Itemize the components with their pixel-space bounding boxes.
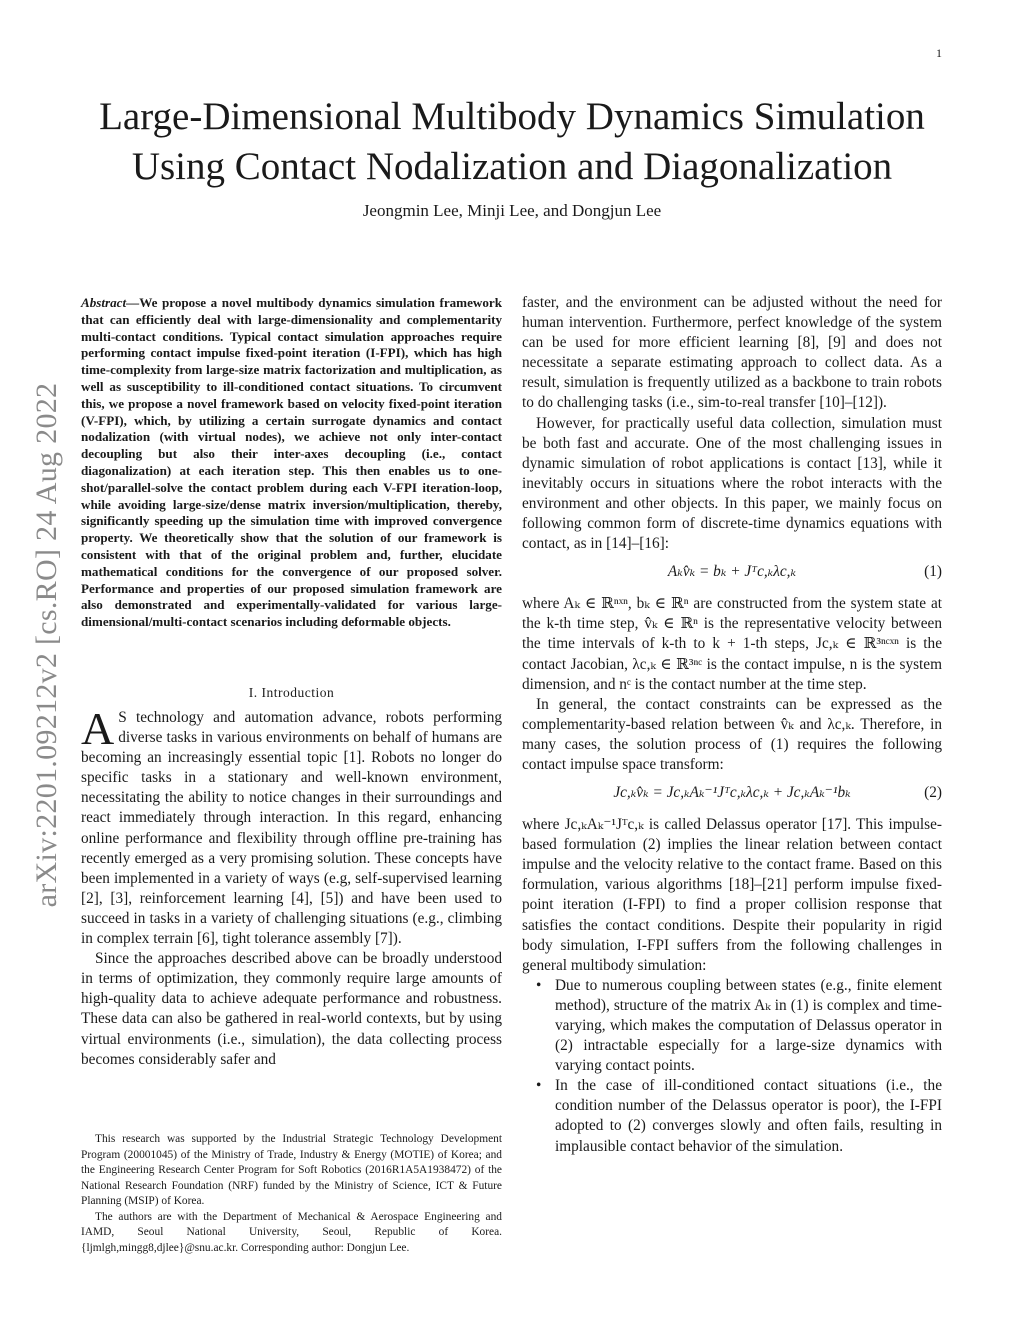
- equation-1-body: Aₖv̂ₖ = bₖ + Jᵀc,ₖλc,ₖ: [667, 563, 797, 581]
- footnotes: [81, 1132, 502, 1256]
- arxiv-sidebar: [24, 345, 70, 945]
- equation-2: [522, 775, 942, 815]
- equation-1: [522, 554, 942, 594]
- section-heading: I. Introduction: [248, 685, 335, 700]
- drop-cap: A: [81, 703, 115, 754]
- paper-title: [0, 92, 1024, 192]
- abstract-label: Abstract—: [81, 295, 140, 310]
- footnote-affiliation: The authors are with the Department of Mechanical & Aerospace Engineering and IAMD, Seoul National University, Seoul, Republic of Korea. {ljmlgh,mingg8,djlee}@snu.ac.kr. Corresponding author: Dongjun Lee.: [81, 1210, 502, 1254]
- intro-paragraph-2: Since the approaches described above can be broadly understood in terms of optimization, they commonly require large amounts of high-quality data to achieve adequate performance and robustness. These data can also be gathered in real-world contexts, but by using virtual environments (i.e., simulation), the data collecting process becomes considerably safer and: [81, 950, 502, 1068]
- arxiv-id: arXiv:2201.09212v2 [cs.RO] 24 Aug 2022: [30, 382, 63, 908]
- equation-2-number: (2): [924, 784, 942, 802]
- right-paragraph-1: faster, and the environment can be adjusted without the need for human intervention. Furthermore, perfect knowledge of the system can be used for more efficient learning [8], [9] and does not necessitate a separate estimating approach to collect data. As a result, simulation is frequently utilized as a backbone to train robots to do challenging tasks (i.e., sim-to-real transfer [10]–[12]).: [522, 294, 942, 412]
- bullet-item: • In the case of ill-conditioned contact situations (i.e., the condition number of the Delassus operator is poor), the I-FPI adopted to (2) converges slowly and often fails, resulting in implausible contact behavior of the simulation.: [522, 1076, 942, 1156]
- bullet-item: • Due to numerous coupling between states (e.g., finite element method), structure of the matrix Aₖ in (1) is complex and time-varying, which makes the computation of Delassus operator in (2) intractable especially for a large-size dynamics with varying contact points.: [522, 976, 942, 1076]
- title-line-2: Using Contact Nodalization and Diagonalization: [131, 145, 893, 188]
- equation-2-body: Jc,ₖv̂ₖ = Jc,ₖAₖ⁻¹Jᵀc,ₖλc,ₖ + Jc,ₖAₖ⁻¹bₖ: [613, 784, 851, 802]
- equation-1-number: (1): [924, 563, 942, 581]
- abstract: [81, 295, 502, 631]
- author-list: Jeongmin Lee, Minji Lee, and Dongjun Lee: [362, 201, 662, 220]
- right-paragraph-2: However, for practically useful data collection, simulation must be both fast and accurate. One of the most challenging issues in dynamic simulation of robot applications is contact [13], while it inevitably occurs in situations where the robot interacts with the environment and other objects. In this paper, we mainly focus on following common form of discrete-time dynamics equations with contact, as in [14]–[16]:: [522, 414, 942, 553]
- intro-paragraph-1: S technology and automation advance, robots performing diverse tasks in various environments on behalf of humans are becoming an increasingly essential topic [1]. Robots no longer do specific tasks in a stationary and well-known environment, necessitating the ability to notice changes in their surroundings and react immediately through interaction. In this regard, enhancing online performance and flexibility through offline pre-training has recently emerged as a very promising solution. These concepts have been implemented in a variety of ways (e.g, self-supervised learning [2], [3], reinforcement learning [4], [5]) and have been used to succeed in tasks in a variety of challenging situations (e.g., climbing in complex terrain [6], tight tolerance assembly [7]).: [81, 709, 502, 948]
- right-paragraph-5: where Jc,ₖAₖ⁻¹Jᵀc,ₖ is called Delassus operator [17]. This impulse-based formulation (2) implies the linear relation between contact impulse and the velocity relative to the contact frame. Based on this formulation, various algorithms [18]–[21] perform impulse fixed-point iteration (I-FPI) to find a proper collision response that satisfies the contact conditions. Despite their popularity in rigid body simulation, I-FPI suffers from the following challenges in general multibody simulation:: [522, 816, 942, 974]
- page-number: 1: [936, 46, 942, 60]
- right-column: [522, 293, 942, 1157]
- abstract-text: We propose a novel multibody dynamics simulation framework that can efficiently deal with large-dimensionality and complementarity multi-contact conditions. Typical contact simulation approaches require performing contact impulse fixed-point iteration (I-FPI), which has high time-complexity from large-size matrix factorization and multiplication, as well as susceptibility to ill-conditioned contact situations. To circumvent this, we propose a novel framework based on velocity fixed-point iteration (V-FPI), which, by utilizing a certain surrogate dynamics and contact nodalization (with virtual nodes), we achieve not only inter-contact decoupling but also their inter-axes decoupling (i.e., contact diagonalization) at each iteration step. This then enables us to one-shot/parallel-solve the contact problem during each V-FPI iteration-loop, while avoiding large-size/dense matrix inversion/multiplication, thereby, significantly speeding up the simulation time with improved convergence property. We theoretically show that the solution of our framework is consistent with that of the original problem and, further, elucidate mathematical conditions for the convergence of our proposed solver. Performance and properties of our proposed simulation framework are also demonstrated and experimentally-validated for various large-dimensional/multi-contact scenarios including deformable objects.: [81, 295, 502, 630]
- introduction: [81, 703, 502, 1070]
- right-paragraph-4: In general, the contact constraints can be expressed as the complementarity-based relation between v̂ₖ and λc,ₖ. Therefore, in many cases, the solution process of (1) requires the following contact impulse space transform:: [522, 695, 942, 773]
- title-line-1: Large-Dimensional Multibody Dynamics Simulation: [99, 95, 925, 138]
- right-paragraph-3: where Aₖ ∈ ℝⁿˣⁿ, bₖ ∈ ℝⁿ are constructed from the system state at the k-th time step, v̂ₖ ∈ ℝⁿ is the representative velocity between the time intervals of k-th to k + 1-th steps, Jc,ₖ ∈ ℝ³ⁿᶜˣⁿ is the contact Jacobian, λc,ₖ ∈ ℝ³ⁿᶜ is the contact impulse, n is the system dimension, and nᶜ is the contact number at the time step.: [522, 595, 942, 693]
- footnote-funding: This research was supported by the Industrial Strategic Technology Development Program (20001045) of the Ministry of Trade, Industry & Energy (MOTIE) of Korea; and the Engineering Research Center Program for Soft Robotics (2016R1A5A1938472) of the National Research Foundation (NRF) funded by the Ministry of Science, ICT & Future Planning (MSIP) of Korea.: [81, 1133, 502, 1207]
